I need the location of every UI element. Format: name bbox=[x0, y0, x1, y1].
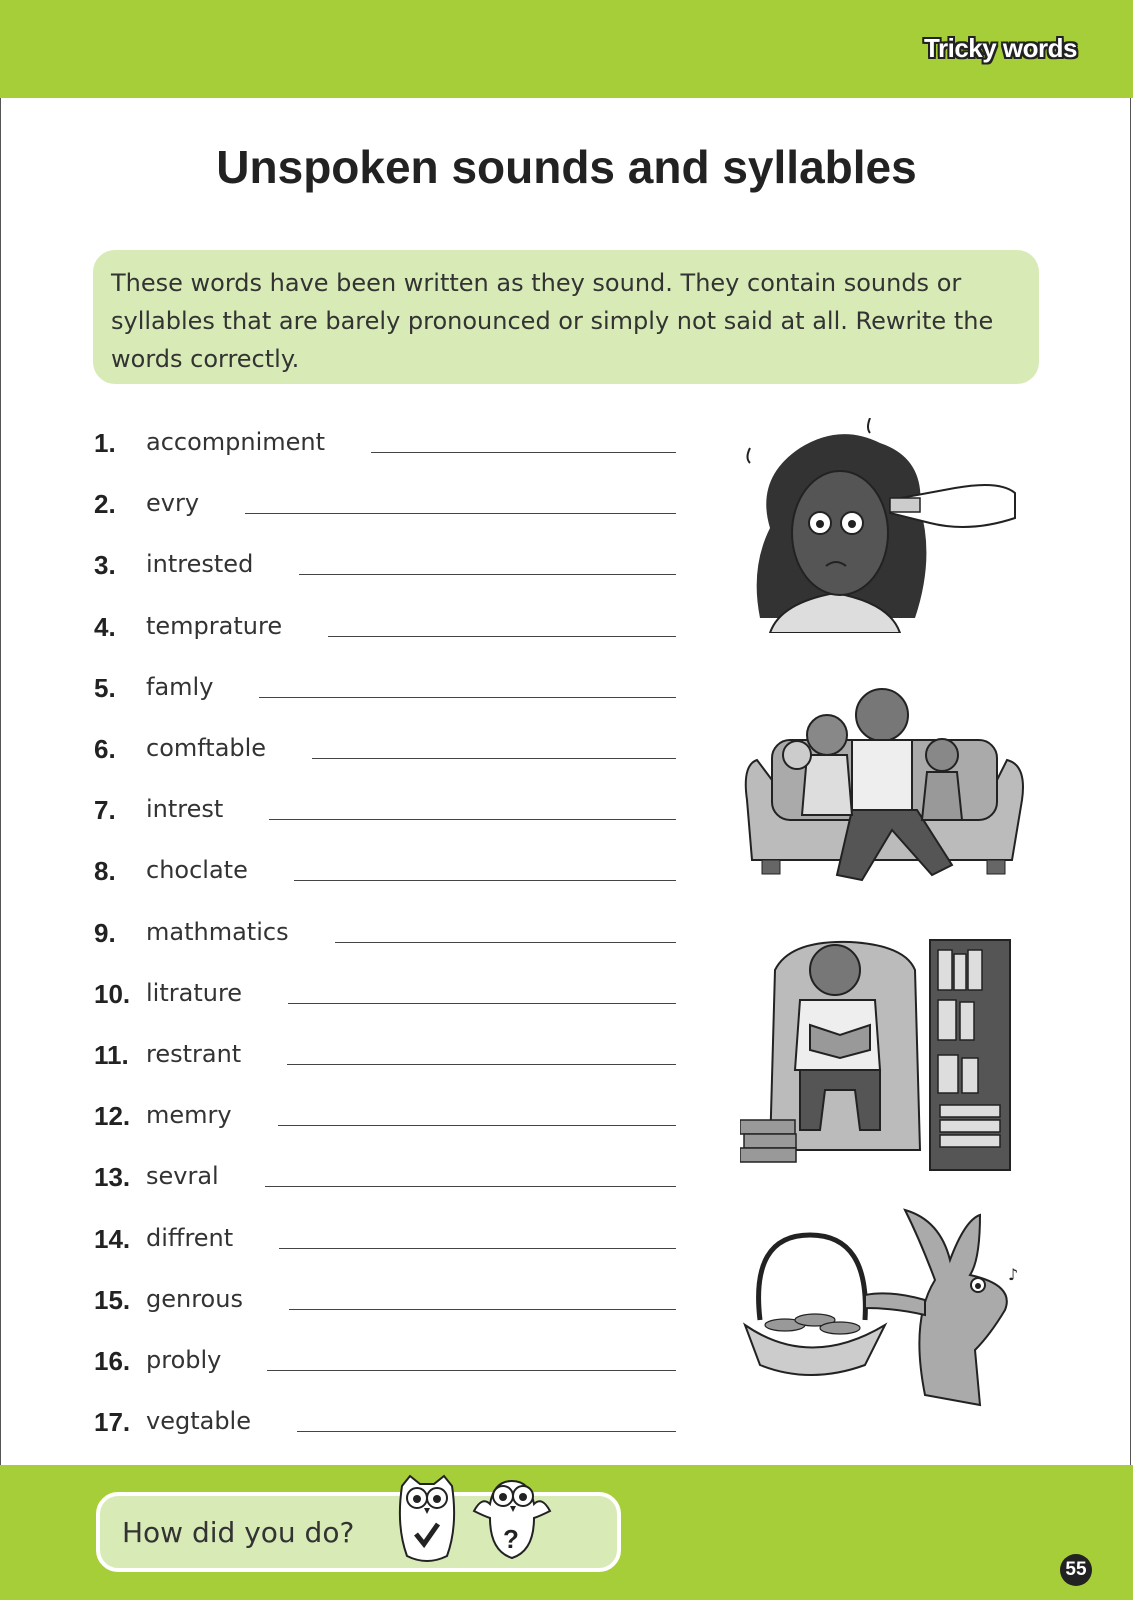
word-item bbox=[94, 665, 694, 705]
word-item bbox=[94, 420, 694, 460]
owl-question-icon[interactable] bbox=[472, 1466, 552, 1568]
word-item bbox=[94, 1154, 694, 1194]
word-number: 9. bbox=[94, 917, 116, 948]
word-number: 15. bbox=[94, 1284, 131, 1315]
word-item bbox=[94, 542, 694, 582]
word-number: 12. bbox=[94, 1101, 131, 1132]
self-review-box bbox=[96, 1492, 621, 1572]
misspelled-word: intrest bbox=[146, 795, 224, 824]
word-item bbox=[94, 1338, 694, 1378]
page-title: Unspoken sounds and syllables bbox=[216, 141, 917, 193]
review-label: How did you do? bbox=[122, 1516, 355, 1549]
answer-line[interactable] bbox=[245, 513, 676, 514]
header-band bbox=[0, 0, 1133, 98]
misspelled-word: memry bbox=[146, 1101, 232, 1130]
answer-line[interactable] bbox=[289, 1309, 676, 1310]
answer-line[interactable] bbox=[259, 697, 676, 698]
word-item bbox=[94, 604, 694, 644]
misspelled-word: temprature bbox=[146, 611, 283, 640]
svg-text:♪: ♪ bbox=[1008, 1265, 1019, 1284]
misspelled-word: genrous bbox=[146, 1284, 243, 1313]
answer-line[interactable] bbox=[371, 452, 676, 453]
answer-line[interactable] bbox=[267, 1370, 676, 1371]
word-number: 1. bbox=[94, 428, 116, 458]
misspelled-word: intrested bbox=[146, 550, 254, 579]
word-number: 11. bbox=[94, 1040, 129, 1070]
misspelled-word: famly bbox=[146, 672, 214, 701]
misspelled-word: comftable bbox=[146, 734, 267, 762]
word-number: 6. bbox=[94, 734, 116, 764]
section-label: Tricky words bbox=[924, 33, 1077, 63]
answer-line[interactable] bbox=[287, 1064, 676, 1065]
word-number: 8. bbox=[94, 856, 116, 887]
word-item bbox=[94, 787, 694, 827]
answer-line[interactable] bbox=[279, 1248, 676, 1249]
misspelled-word: probly bbox=[146, 1346, 222, 1374]
family-sofa-illustration bbox=[742, 680, 1032, 890]
word-number: 5. bbox=[94, 672, 116, 703]
word-number: 17. bbox=[94, 1407, 131, 1438]
answer-line[interactable] bbox=[288, 1003, 676, 1004]
answer-line[interactable] bbox=[269, 819, 676, 820]
answer-line[interactable] bbox=[294, 880, 676, 881]
word-number: 3. bbox=[94, 550, 116, 581]
answer-line[interactable] bbox=[299, 574, 676, 575]
instructions-text: These words have been written as they sound. They contain sounds or syllables that are barely pronounced or simply not said at all. Rewrite the words correctly. bbox=[111, 269, 994, 373]
man-reading-illustration bbox=[740, 930, 1030, 1180]
answer-line[interactable] bbox=[297, 1431, 676, 1432]
answer-line[interactable] bbox=[328, 636, 676, 637]
owl-check-icon[interactable] bbox=[392, 1466, 462, 1568]
word-number: 4. bbox=[94, 611, 116, 642]
word-item bbox=[94, 910, 694, 950]
answer-line[interactable] bbox=[312, 758, 676, 759]
misspelled-word: choclate bbox=[146, 856, 248, 885]
misspelled-word: litrature bbox=[146, 978, 243, 1007]
word-item bbox=[94, 1399, 694, 1439]
answer-line[interactable] bbox=[278, 1125, 676, 1126]
answer-line[interactable] bbox=[335, 942, 676, 943]
svg-text:?: ? bbox=[503, 1524, 519, 1554]
instructions-panel bbox=[93, 250, 1039, 384]
kangaroo-basket-illustration bbox=[740, 1200, 1030, 1420]
girl-thermometer-illustration bbox=[740, 418, 1030, 633]
word-number: 10. bbox=[94, 978, 131, 1009]
word-item bbox=[94, 848, 694, 888]
misspelled-word: accompniment bbox=[146, 428, 326, 456]
word-item bbox=[94, 1032, 694, 1072]
misspelled-word: mathmatics bbox=[146, 917, 289, 946]
misspelled-word: sevral bbox=[146, 1162, 219, 1191]
answer-line[interactable] bbox=[265, 1186, 676, 1187]
word-number: 16. bbox=[94, 1346, 131, 1376]
word-number: 2. bbox=[94, 489, 116, 520]
misspelled-word: evry bbox=[146, 489, 200, 518]
word-item bbox=[94, 971, 694, 1011]
word-item bbox=[94, 726, 694, 766]
word-item bbox=[94, 481, 694, 521]
word-item bbox=[94, 1277, 694, 1317]
word-item bbox=[94, 1093, 694, 1133]
page-number: 55 bbox=[1060, 1554, 1092, 1586]
word-item bbox=[94, 1216, 694, 1256]
misspelled-word: vegtable bbox=[146, 1407, 251, 1436]
word-number: 7. bbox=[94, 795, 116, 826]
misspelled-word: diffrent bbox=[146, 1223, 234, 1252]
word-number: 14. bbox=[94, 1223, 131, 1254]
misspelled-word: restrant bbox=[146, 1040, 242, 1068]
word-number: 13. bbox=[94, 1162, 131, 1193]
